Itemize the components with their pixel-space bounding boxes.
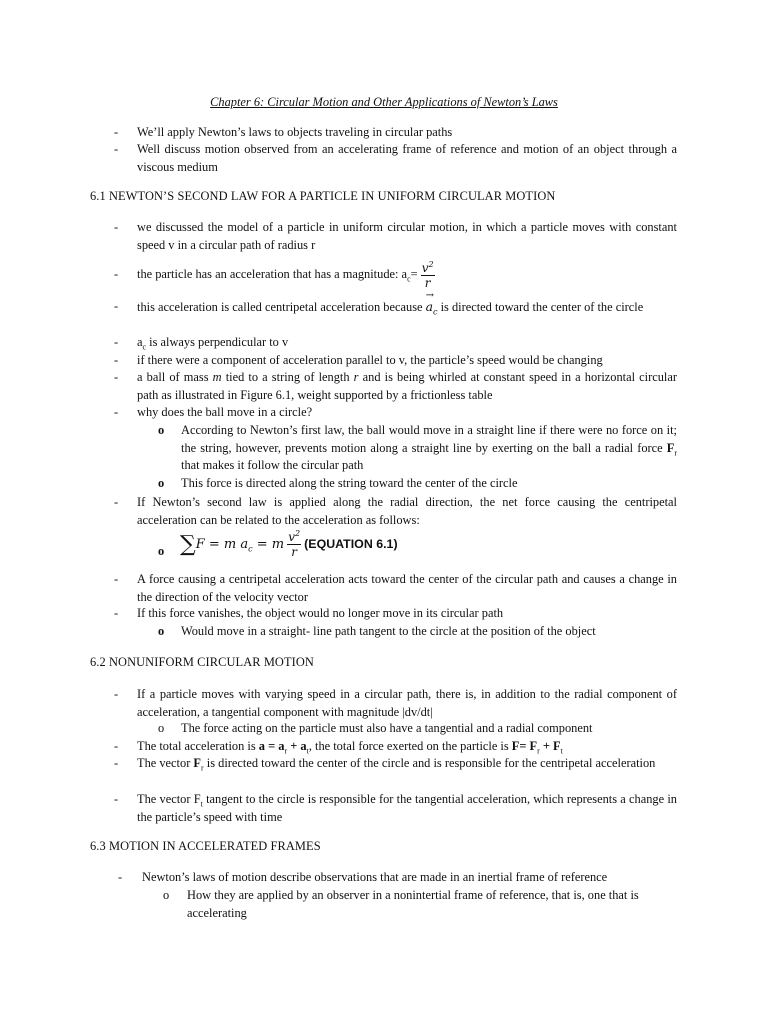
fraction-v2-over-r: [421, 261, 435, 290]
s1-bullet-8: If Newton’s second law is applied along the radial direction, the net force causing the centripetal acceleration can be related to the acceleration as follows:: [137, 495, 677, 527]
intro-bullet-2: Well discuss motion observed from an accelerating frame of reference and motion of an object through a viscous medium: [137, 142, 677, 174]
sub-bullet-marker: o: [158, 544, 165, 558]
italic-m: m: [212, 370, 222, 384]
frac-sup: 2: [428, 259, 434, 269]
text-span: =: [410, 267, 418, 281]
eq-text: = m: [252, 536, 285, 552]
s2-bullet-1: If a particle moves with varying speed in a circular path, there is, in addition to the radial component of acceleration, a tangential component with magnitude |dv/dt|: [137, 687, 677, 719]
section-heading-6-1: 6.1 NEWTON’S SECOND LAW FOR A PARTICLE IN UNIFORM CIRCULAR MOTION: [90, 189, 556, 203]
intro-bullet-1: We’ll apply Newton’s laws to objects traveling in circular paths: [137, 125, 453, 139]
dash-marker: -: [114, 267, 119, 281]
subscript: r: [201, 763, 204, 773]
s1-bullet-4: [137, 334, 677, 352]
s1-bullet-7: why does the ball move in a circle?: [137, 405, 313, 419]
s1-sub-bullet-1: [181, 422, 677, 475]
s1-bullet-9: A force causing a centripetal acceleration acts toward the center of the circular path and causes a change in the direction of the velocity vector: [137, 572, 677, 604]
sub-bullet-marker: o: [158, 476, 165, 490]
section-heading-6-3: 6.3 MOTION IN ACCELERATED FRAMES: [90, 839, 321, 853]
dash-marker: -: [114, 792, 119, 806]
s1-sub-bullet-2: This force is directed along the string toward the center of the circle: [181, 476, 518, 490]
dash-marker: -: [114, 299, 119, 313]
dash-marker: -: [114, 572, 119, 586]
bold-eq: + a: [287, 739, 307, 753]
equation-6-1: [180, 530, 398, 570]
frac-sup: 2: [294, 529, 301, 538]
subscript: c: [407, 274, 411, 284]
vector-arrow-icon: →: [425, 290, 435, 301]
text-span: is directed toward the center of the circle and is responsible for the centripetal acceleration: [203, 756, 656, 770]
text-span: The vector: [137, 756, 194, 770]
dash-marker: -: [114, 370, 119, 384]
text-span: a: [137, 335, 143, 349]
text-span: that makes it follow the circular path: [181, 458, 364, 472]
text-span: According to Newton’s first law, the ball would move in a straight line if there were no force on it; the string, however, prevents motion along a straight line by exerting on the ball a radial force: [181, 423, 677, 455]
subscript: r: [674, 447, 677, 457]
frac-num: v: [421, 260, 429, 275]
text-span: The total acceleration is: [137, 739, 259, 753]
dash-marker: -: [114, 220, 119, 234]
text-span: is always perpendicular to v: [146, 335, 289, 349]
subscript: t: [200, 799, 203, 809]
sub-bullet-marker: o: [158, 624, 165, 638]
subscript: t: [560, 746, 563, 756]
dash-marker: -: [114, 687, 119, 701]
text-span: a ball of mass: [137, 370, 213, 384]
s3-bullet-1: Newton’s laws of motion describe observations that are made in an inertial frame of reference: [142, 870, 608, 884]
subscript: r: [537, 746, 540, 756]
dash-marker: -: [114, 335, 119, 349]
text-span: tangent to the circle is responsible for the tangential acceleration, which represents a change in the particle’s speed with time: [137, 792, 677, 824]
s1-bullet-2: [137, 256, 677, 292]
frac-den: r: [424, 275, 431, 290]
dash-marker: -: [114, 405, 119, 419]
eq-text: F = m a: [195, 536, 249, 552]
s1-sub-bullet-3: Would move in a straight- line path tangent to the circle at the position of the object: [181, 624, 596, 638]
s3-sub-bullet-1: How they are applied by an observer in a nonintertial frame of reference, that is, one that is accelerating: [187, 888, 639, 920]
text-span: The vector F: [137, 792, 201, 806]
vector-ac: [425, 290, 438, 317]
text-span: tied to a string of length: [221, 370, 354, 384]
text-span: this acceleration is called centripetal acceleration because: [137, 300, 423, 314]
s2-bullet-3: [137, 755, 677, 773]
s1-bullet-5: if there were a component of acceleration parallel to v, the particle’s speed would be changing: [137, 353, 603, 367]
subscript: c: [433, 307, 438, 317]
dash-marker: -: [114, 606, 119, 620]
dash-marker: -: [118, 870, 123, 884]
s1-bullet-10: If this force vanishes, the object would no longer move in its circular path: [137, 606, 504, 620]
bold-F: F: [666, 440, 675, 455]
text-span: and is being whirled at constant speed in a horizontal circular path as illustrated in Figure 6.1, weight supported by a frictionless table: [137, 370, 677, 402]
s1-bullet-1: we discussed the model of a particle in uniform circular motion, in which a particle moves with constant speed v in a circular path of radius r: [137, 220, 677, 252]
text-span: is directed toward the center of the circle: [440, 300, 644, 314]
s2-bullet-2: [137, 738, 677, 756]
fraction-v2-over-r: [287, 530, 301, 559]
text-span: , the total force exerted on the particle is: [308, 739, 512, 753]
dash-marker: -: [114, 495, 119, 509]
s2-sub-bullet-1: The force acting on the particle must also have a tangential and a radial component: [181, 721, 593, 735]
frac-num: v: [288, 530, 295, 544]
sub-bullet-marker: o: [158, 423, 165, 437]
s2-bullet-4: [137, 791, 677, 826]
text-span: the particle has an acceleration that has a magnitude: a: [137, 267, 408, 281]
dash-marker: -: [114, 142, 119, 156]
subscript: c: [142, 342, 147, 352]
chapter-title: Chapter 6: Circular Motion and Other Applications of Newton’s Laws: [210, 95, 558, 109]
s1-bullet-6: [137, 369, 677, 404]
sub-bullet-marker: o: [158, 721, 165, 735]
dash-marker: -: [114, 739, 119, 753]
equation-label: (EQUATION 6.1): [304, 536, 398, 551]
subscript: c: [248, 544, 253, 554]
dash-marker: -: [114, 353, 119, 367]
bold-F: F: [193, 756, 201, 770]
bold-eq: a = a: [258, 739, 285, 753]
section-heading-6-2: 6.2 NONUNIFORM CIRCULAR MOTION: [90, 655, 314, 669]
subscript: t: [306, 746, 309, 756]
sub-bullet-marker: o: [163, 888, 170, 902]
sigma-symbol: ∑: [180, 531, 196, 557]
s1-bullet-3: [137, 290, 677, 317]
bold-eq: + F: [539, 739, 561, 753]
frac-den: r: [291, 545, 297, 559]
bold-eq: F= F: [511, 739, 538, 753]
vector-symbol: a: [425, 299, 434, 314]
subscript: r: [284, 746, 288, 756]
italic-r: r: [353, 370, 359, 384]
eq-main: [196, 537, 284, 552]
dash-marker: -: [114, 756, 119, 770]
dash-marker: -: [114, 125, 119, 139]
